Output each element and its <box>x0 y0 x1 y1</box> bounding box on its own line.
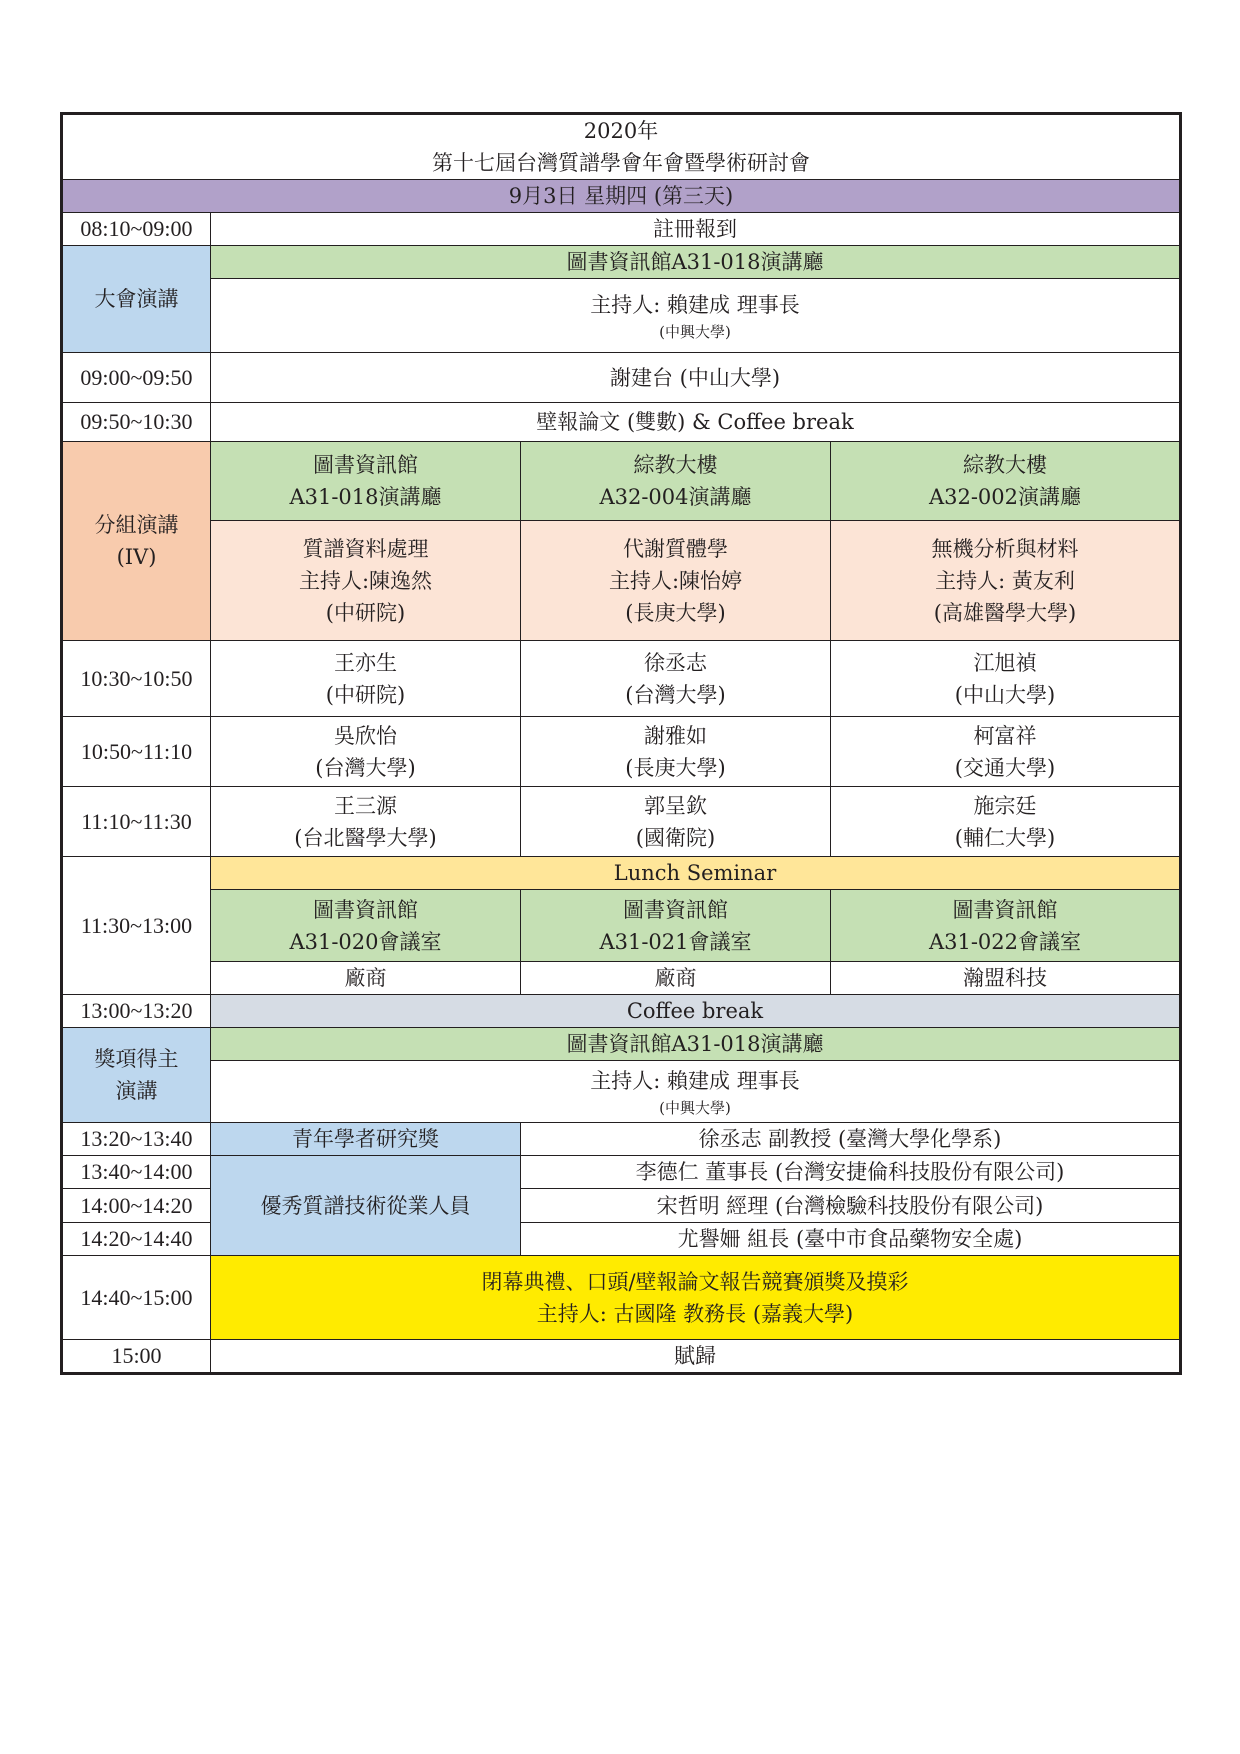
award-host-row <box>62 1061 1181 1123</box>
closing-ceremony-cell <box>211 1256 1181 1340</box>
practitioner-award-label: 優秀質譜技術從業人員 <box>211 1156 521 1256</box>
room-building: 圖書資訊館 <box>623 897 728 922</box>
talk-slot-row <box>62 717 1181 787</box>
speaker-affiliation: (台灣大學) <box>315 755 416 780</box>
speaker-name: 王三源 <box>334 793 397 818</box>
room-building: 圖書資訊館 <box>313 897 418 922</box>
speaker-name: 柯富祥 <box>973 723 1037 748</box>
time-cell: 09:00~09:50 <box>62 353 211 403</box>
session-host-affiliation: (高雄醫學大學) <box>933 600 1077 625</box>
session-topic-cell <box>211 521 521 641</box>
award-speaker: 李德仁 董事長 (台灣安捷倫科技股份有限公司) <box>521 1156 1181 1189</box>
time-cell: 13:00~13:20 <box>62 995 211 1028</box>
talk-cell <box>211 641 521 717</box>
registration-label: 註冊報到 <box>211 213 1181 246</box>
session-host: 主持人:陳逸然 <box>298 568 433 593</box>
time-cell: 11:30~13:00 <box>62 857 211 995</box>
speaker-affiliation: (長庚大學) <box>625 755 726 780</box>
end-row <box>62 1340 1181 1374</box>
talk-cell <box>211 787 521 857</box>
date-row <box>62 180 1181 213</box>
lunch-rooms-row <box>62 890 1181 962</box>
parallel-number: (IV) <box>116 545 157 569</box>
speaker-name: 吳欣怡 <box>334 723 397 748</box>
room-cell <box>211 442 521 521</box>
speaker-affiliation: (中山大學) <box>954 682 1056 707</box>
closing-host: 主持人: 古國隆 教務長 (嘉義大學) <box>536 1301 854 1326</box>
award-speaker: 徐丞志 副教授 (臺灣大學化學系) <box>521 1123 1181 1156</box>
plenary-host: 主持人: 賴建成 理事長 <box>590 292 800 317</box>
room-cell <box>521 890 831 962</box>
coffee-label: Coffee break <box>211 995 1181 1028</box>
room-number: A32-004演講廳 <box>599 485 752 509</box>
room-number: A32-002演講廳 <box>928 485 1082 509</box>
award-speaker: 尤譽姍 組長 (臺中市食品藥物安全處) <box>521 1223 1181 1256</box>
talk-slot-row <box>62 787 1181 857</box>
room-cell <box>211 890 521 962</box>
parallel-rooms-row <box>62 442 1181 521</box>
conference-title: 第十七屆台灣質譜學會年會暨學術研討會 <box>432 151 810 175</box>
speaker-affiliation: (交通大學) <box>954 755 1056 780</box>
room-cell <box>831 442 1181 521</box>
session-topic: 無機分析與材料 <box>931 536 1079 561</box>
room-building: 綜教大樓 <box>963 453 1047 477</box>
speaker-affiliation: (國衛院) <box>635 825 716 850</box>
award-host-affiliation: (中興大學) <box>659 1098 731 1117</box>
plenary-label: 大會演講 <box>62 246 211 353</box>
award-venue-row <box>62 1028 1181 1061</box>
award-venue: 圖書資訊館A31-018演講廳 <box>211 1028 1181 1061</box>
talk-cell <box>521 641 831 717</box>
room-number: A31-021會議室 <box>599 929 752 954</box>
room-number: A31-022會議室 <box>928 929 1082 954</box>
session-host-affiliation: (中研院) <box>325 600 406 625</box>
session-topic-cell <box>521 521 831 641</box>
award-speaker: 宋哲明 經理 (台灣檢驗科技股份有限公司) <box>521 1189 1181 1223</box>
speaker-affiliation: (台灣大學) <box>625 682 726 707</box>
room-building: 綜教大樓 <box>633 453 718 477</box>
talk-cell <box>211 717 521 787</box>
time-cell: 13:20~13:40 <box>62 1123 211 1156</box>
poster-row <box>62 403 1181 442</box>
speaker-affiliation: (台北醫學大學) <box>294 825 437 850</box>
room-building: 圖書資訊館 <box>952 897 1058 922</box>
closing-row <box>62 1256 1181 1340</box>
time-cell: 14:40~15:00 <box>62 1256 211 1340</box>
speaker-name: 徐丞志 <box>644 650 707 675</box>
sponsor-cell: 廠商 <box>521 962 831 995</box>
talk-slot-row <box>62 641 1181 717</box>
award-host: 主持人: 賴建成 理事長 <box>590 1068 800 1093</box>
award-host-cell <box>211 1061 1181 1123</box>
time-cell: 15:00 <box>62 1340 211 1374</box>
speaker-name: 江旭禎 <box>973 650 1037 675</box>
speaker-name: 謝雅如 <box>644 723 707 748</box>
closing-ceremony: 閉幕典禮、口頭/壁報論文報告競賽頒獎及摸彩 <box>481 1269 909 1294</box>
talk-cell <box>831 717 1181 787</box>
coffee-row <box>62 995 1181 1028</box>
session-host: 主持人: 黃友利 <box>935 568 1075 593</box>
time-cell: 11:10~11:30 <box>62 787 211 857</box>
day-header: 9月3日 星期四 (第三天) <box>62 180 1181 213</box>
plenary-talk-row <box>62 353 1181 403</box>
title-row <box>62 114 1181 180</box>
plenary-venue: 圖書資訊館A31-018演講廳 <box>211 246 1181 279</box>
speaker-name: 郭呈欽 <box>644 793 707 818</box>
sponsor-cell: 廠商 <box>211 962 521 995</box>
schedule-table <box>60 112 1182 1375</box>
conference-title-cell <box>62 114 1181 180</box>
parallel-topics-row <box>62 521 1181 641</box>
plenary-host-cell <box>211 279 1181 353</box>
speaker-affiliation: (中研院) <box>325 682 406 707</box>
time-cell: 10:30~10:50 <box>62 641 211 717</box>
time-cell: 13:40~14:00 <box>62 1156 211 1189</box>
registration-row <box>62 213 1181 246</box>
plenary-talk: 謝建台 (中山大學) <box>211 353 1181 403</box>
award-label-cell <box>62 1028 211 1123</box>
parallel-label: 分組演講 <box>94 513 179 537</box>
parallel-label-cell <box>62 442 211 641</box>
talk-cell <box>521 717 831 787</box>
room-number: A31-020會議室 <box>289 929 442 954</box>
lunch-sponsor-row <box>62 962 1181 995</box>
room-cell <box>831 890 1181 962</box>
plenary-host-row <box>62 279 1181 353</box>
award-label: 獎項得主 <box>94 1047 179 1071</box>
session-topic-cell <box>831 521 1181 641</box>
lunch-label: Lunch Seminar <box>211 857 1181 890</box>
talk-cell <box>831 641 1181 717</box>
conference-year: 2020年 <box>583 119 659 143</box>
end-label: 賦歸 <box>211 1340 1181 1374</box>
award-slot-row <box>62 1156 1181 1189</box>
time-cell: 08:10~09:00 <box>62 213 211 246</box>
plenary-host-affiliation: (中興大學) <box>659 322 731 341</box>
award-label-sub: 演講 <box>115 1079 158 1103</box>
young-scholar-award-label: 青年學者研究獎 <box>211 1123 521 1156</box>
time-cell: 14:20~14:40 <box>62 1223 211 1256</box>
room-cell <box>521 442 831 521</box>
session-topic: 質譜資料處理 <box>302 536 429 561</box>
plenary-venue-row <box>62 246 1181 279</box>
session-topic: 代謝質體學 <box>623 536 728 561</box>
talk-cell <box>521 787 831 857</box>
room-building: 圖書資訊館 <box>313 453 418 477</box>
lunch-label-row <box>62 857 1181 890</box>
speaker-affiliation: (輔仁大學) <box>954 825 1056 850</box>
time-cell: 09:50~10:30 <box>62 403 211 442</box>
poster-label: 壁報論文 (雙數) & Coffee break <box>211 403 1181 442</box>
time-cell: 10:50~11:10 <box>62 717 211 787</box>
room-number: A31-018演講廳 <box>289 485 442 509</box>
speaker-name: 王亦生 <box>334 650 397 675</box>
time-cell: 14:00~14:20 <box>62 1189 211 1223</box>
award-slot-row <box>62 1123 1181 1156</box>
session-host: 主持人:陳怡婷 <box>608 568 743 593</box>
sponsor-cell: 瀚盟科技 <box>831 962 1181 995</box>
talk-cell <box>831 787 1181 857</box>
speaker-name: 施宗廷 <box>973 793 1037 818</box>
session-host-affiliation: (長庚大學) <box>625 600 726 625</box>
